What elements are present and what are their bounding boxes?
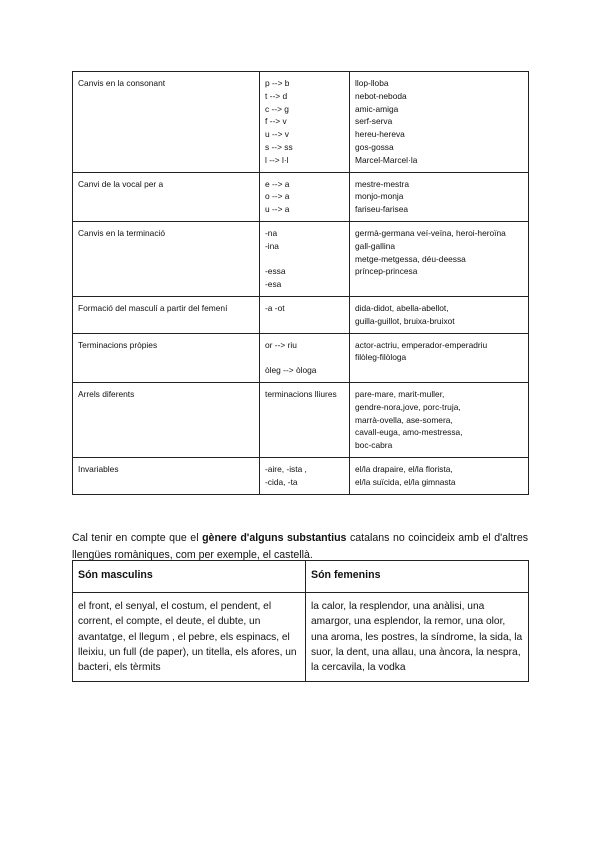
rule-change: -esa [265,279,282,290]
rule-example: filòleg-filòloga [355,352,407,363]
rule-example: mestre-mestra [355,178,409,189]
feminine-nouns-cell: la calor, la resplendor, una anàlisi, una amargor, una esplendor, la remor, una olor, una aroma, les postres, la síndrome, la sida, la suor, la dent, una allau, una àncora, la nespra, la cercavila, la vodka [306,593,529,682]
rule-category-cell [73,221,260,296]
rule-change [265,253,344,266]
rule-change: -aire, -ista , [265,463,307,474]
rule-example: metge-metgessa, déu-deessa [355,253,466,264]
rule-change: c --> g [265,103,289,114]
rule-category-cell [73,382,260,457]
rule-category-cell [73,296,260,333]
rule-change: e --> a [265,178,290,189]
rules-row [73,296,529,333]
rule-example: el/la suïcida, el/la gimnasta [355,476,456,487]
rule-examples-cell [350,333,529,382]
rule-category: Invariables [78,463,119,474]
rule-example: fariseu-farisea [355,204,409,215]
gender-note-paragraph [72,530,528,564]
gender-differences-table [72,560,529,682]
rule-change: u --> v [265,129,289,140]
rule-example: hereu-hereva [355,129,405,140]
rule-category-cell [73,457,260,494]
rule-category: Canvis en la consonant [78,78,166,88]
rule-changes-cell [260,457,350,494]
rule-examples-cell [350,72,529,173]
rule-change: -na [265,227,278,238]
paragraph-text-after: catalans no coincideix amb el d'altres llengües romàniques, com per exemple, el castellà. [72,531,529,561]
rule-example: gall-gallina [355,240,396,251]
rule-category: Arrels diferents [78,388,135,399]
gender-formation-table-body [73,72,529,495]
rule-example: germà-germana veí-veïna, heroi-heroïna [355,227,506,238]
rules-row [73,172,529,221]
rules-row [73,457,529,494]
rule-change: p --> b [265,78,290,88]
rule-examples-cell [350,296,529,333]
paragraph-text-before: Cal tenir en compte que el [72,531,203,544]
rule-changes-cell [260,333,350,382]
rule-example: cavall-euga, amo-mestressa, [355,427,463,438]
rule-example: dida-didot, abella-abellot, [355,302,449,313]
rule-changes-cell [260,382,350,457]
rule-change: o --> a [265,191,290,202]
masculine-header: Són masculins [73,561,306,593]
rule-example: guilla-guillot, bruixa-bruixot [355,315,455,326]
rule-example: actor-actriu, emperador-emperadriu [355,339,488,350]
rule-examples-cell [350,457,529,494]
rule-change [265,351,344,364]
rule-change: òleg --> òloga [265,365,317,376]
feminine-header: Són femenins [306,561,529,593]
rules-row [73,72,529,173]
rule-change: t --> d [265,90,288,101]
rule-change: or --> riu [265,339,297,350]
rule-examples-cell [350,221,529,296]
masculine-nouns-cell: el front, el senyal, el costum, el pendent, el corrent, el compte, el deute, el dubte, un avantatge, el llegum , el pebre, els espinacs, el lleixiu, un full (de paper), un titella, els afores, un bacteri, els tèrmits [73,593,306,682]
rule-change: f --> v [265,116,287,127]
rule-change: -ina [265,240,279,251]
gender-table-body-row [73,593,529,682]
rules-row [73,382,529,457]
rule-changes-cell [260,296,350,333]
rules-row [73,333,529,382]
gender-formation-table [72,71,529,495]
rule-example: gos-gossa [355,141,394,152]
rule-example: llop-lloba [355,78,389,88]
rule-category-cell [73,72,260,173]
rule-example: el/la drapaire, el/la florista, [355,463,453,474]
rule-example: amic-amiga [355,103,399,114]
rule-example: pare-mare, marit-muller, [355,388,445,399]
rule-example: Marcel-Marcel·la [355,154,418,165]
rules-row [73,221,529,296]
rule-examples-cell [350,172,529,221]
rule-category-cell [73,172,260,221]
rule-category: Canvis en la terminació [78,227,166,238]
rule-changes-cell [260,221,350,296]
rule-example: serf-serva [355,116,393,127]
rule-examples-cell [350,382,529,457]
paragraph-bold-text: gènere d'alguns substantius [202,531,347,544]
rule-changes-cell [260,172,350,221]
rule-example: gendre-nora,jove, porc-truja, [355,401,461,412]
rule-example: marrà-ovella, ase-somera, [355,414,453,425]
gender-table-header-row [73,561,529,593]
rule-example: príncep-princesa [355,266,418,277]
rule-change: s --> ss [265,141,293,152]
rule-change: u --> a [265,204,290,215]
rule-change: l --> l·l [265,154,289,165]
rule-change: -essa [265,266,286,277]
rule-example: monjo-monja [355,191,404,202]
rule-example: boc-cabra [355,440,393,451]
rule-change: terminacions lliures [265,388,337,399]
rule-change: -cida, -ta [265,476,298,487]
rule-changes-cell [260,72,350,173]
rule-category: Canvi de la vocal per a [78,178,164,189]
rule-change: -a -ot [265,302,285,313]
rule-example: nebot-neboda [355,90,407,101]
rule-category-cell [73,333,260,382]
rule-category: Terminacions pròpies [78,339,158,350]
rule-category: Formació del masculí a partir del femení [78,302,228,313]
